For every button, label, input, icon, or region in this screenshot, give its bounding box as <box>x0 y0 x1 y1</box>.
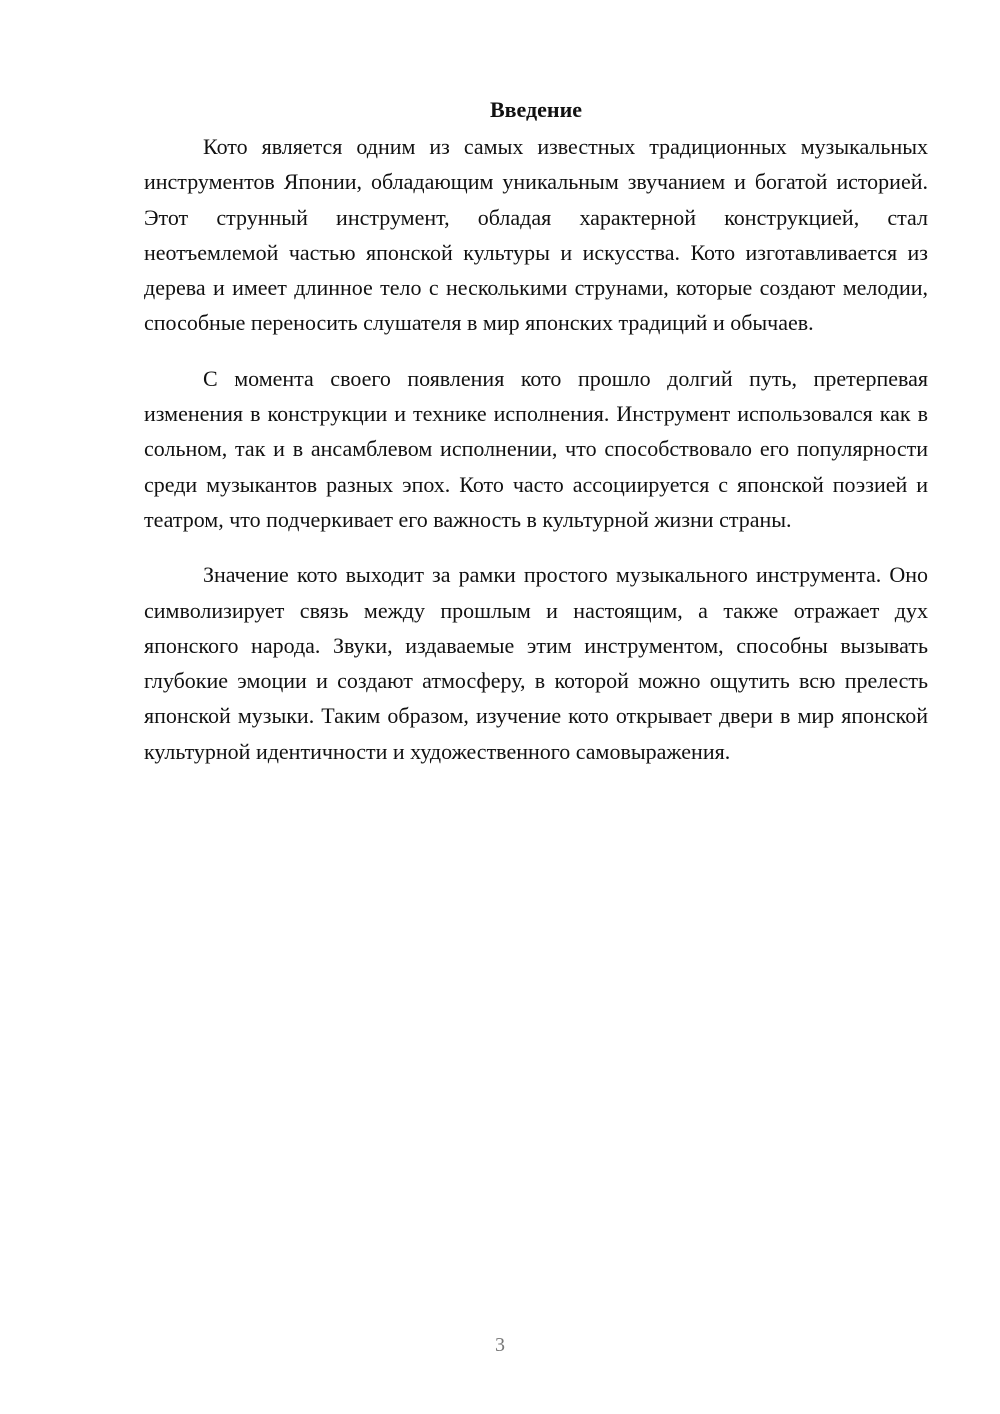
paragraph-1: Кото является одним из самых известных традиционных музыкальных инструментов Японии, обладающим уникальным звучанием и богатой историей. Этот струнный инструмент, обладая характерной конструкцией, стал неотъемлемой частью японской культуры и искусства. Кото изготавливается из дерева и имеет длинное тело с несколькими струнами, которые создают мелодии, способные переносить слушателя в мир японских традиций и обычаев. <box>144 134 928 336</box>
section-heading: Введение <box>489 97 583 122</box>
page-number: 3 <box>495 1334 505 1356</box>
paragraph-3: Значение кото выходит за рамки простого музыкального инструмента. Оно символизирует связь между прошлым и настоящим, а также отражает дух японского народа. Звуки, издаваемые этим инструментом, способны вызывать глубокие эмоции и создают атмосферу, в которой можно ощутить всю прелесть японской музыки. Таким образом, изучение кото открывает двери в мир японской культурной идентичности и художественного самовыражения. <box>144 562 928 764</box>
page-content <box>144 92 928 789</box>
paragraph-2: С момента своего появления кото прошло долгий путь, претерпевая изменения в конструкции и технике исполнения. Инструмент использовался как в сольном, так и в ансамблевом исполнении, что способствовало его популярности среди музыкантов разных эпох. Кото часто ассоциируется с японской поэзией и театром, что подчеркивает его важность в культурной жизни страны. <box>144 365 928 532</box>
